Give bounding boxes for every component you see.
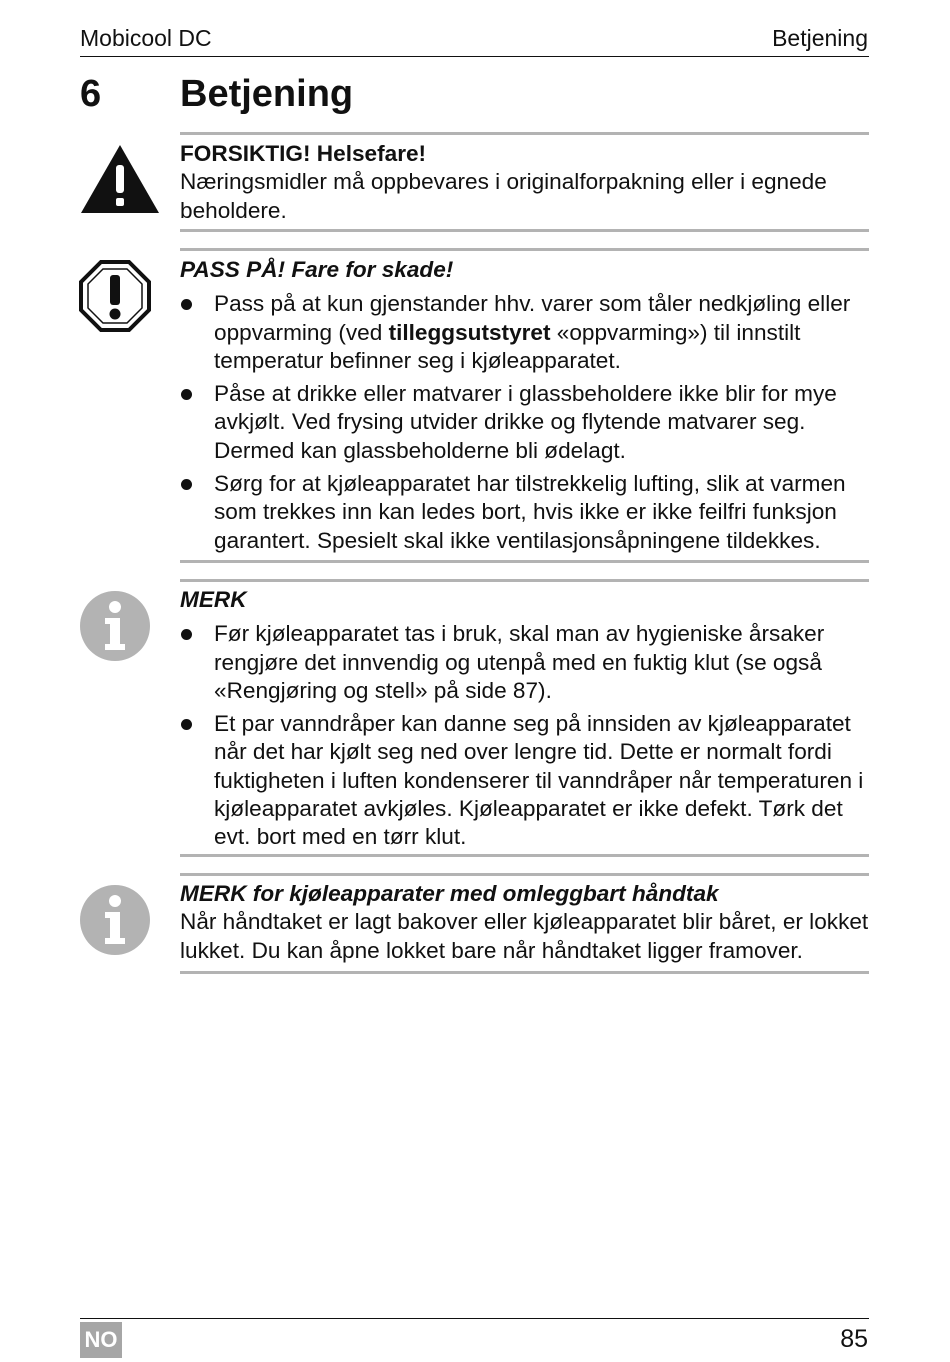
caution-text: Næringsmidler må oppbevares i originalforpakning eller i egnede beholdere. [180,169,827,223]
section-rule [180,229,869,232]
chapter-number: 6 [80,73,102,115]
list-item-text: «oppvarming») til innstilt temperatur befinner seg i kjøleapparatet. [214,319,801,373]
list-item-emphasis: tilleggsutstyret [388,319,551,345]
info-icon [79,590,151,662]
page-number: 85 [840,1325,868,1353]
list-item: Påse at drikke eller matvarer i glassbeholdere ikke blir for mye avkjølt. Ved frysing utvider drikke og flytende matvarer seg. Dermed kan glassbeholderne bli ødelagt. [180,380,869,465]
section-rule [180,579,869,582]
header-divider [80,56,869,57]
section-rule [180,854,869,857]
note-handle-heading: MERK for kjøleapparater med omleggbart håndtak [180,881,719,906]
note-handle-text: Når håndtaket er lagt bakover eller kjøleapparatet blir båret, er lokket lukket. Du kan åpne lokket bare når håndtaket ligger framover. [180,909,869,963]
note-handle-block [180,880,869,965]
section-rule [180,971,869,974]
note-heading: MERK [180,587,247,612]
notice-block [180,256,869,560]
list-item: Sørg for at kjøleapparatet har tilstrekkelig lufting, slik at varmen som trekkes inn kan ledes bort, hvis ikke er ikke feilfri funksjon garantert. Spesielt skal ikke ventilasjonsåpningene tildekkes. [180,470,869,555]
list-item-text: Pass på at kun gjenstander hhv. varer som tåler nedkjøling eller oppvarming (ved [214,291,851,345]
list-item: Før kjøleapparatet tas i bruk, skal man av hygieniske årsaker rengjøre det innvendig og utenpå med en fuktig klut (se også «Rengjøring og stell» på side 87). [180,620,869,705]
section-rule [180,873,869,876]
list-item [180,290,869,375]
octagon-exclamation-icon [79,260,151,332]
footer-divider [80,1318,869,1319]
warning-triangle-icon [79,143,161,215]
notice-list [180,290,869,555]
section-rule [180,132,869,135]
chapter-title: Betjening [180,73,354,115]
running-header-product: Mobicool DC [80,25,212,51]
notice-heading: PASS PÅ! Fare for skade! [180,257,454,282]
caution-block [180,140,869,225]
note-list [180,620,869,851]
info-icon [79,884,151,956]
list-item: Et par vanndråper kan danne seg på innsiden av kjøleapparatet når det har kjølt seg ned over lengre tid. Dette er normalt fordi fuktigheten i luften kondenserer til vanndråper når temperaturen i kjøleapparatet avkjøles. Kjøleapparatet er ikke defekt. Tørk det evt. bort med en tørr klut. [180,710,869,851]
section-rule [180,248,869,251]
section-rule [180,560,869,563]
note-block [180,586,869,857]
language-badge: NO [80,1322,122,1358]
running-header-section: Betjening [772,25,868,51]
caution-heading: FORSIKTIG! Helsefare! [180,141,427,166]
